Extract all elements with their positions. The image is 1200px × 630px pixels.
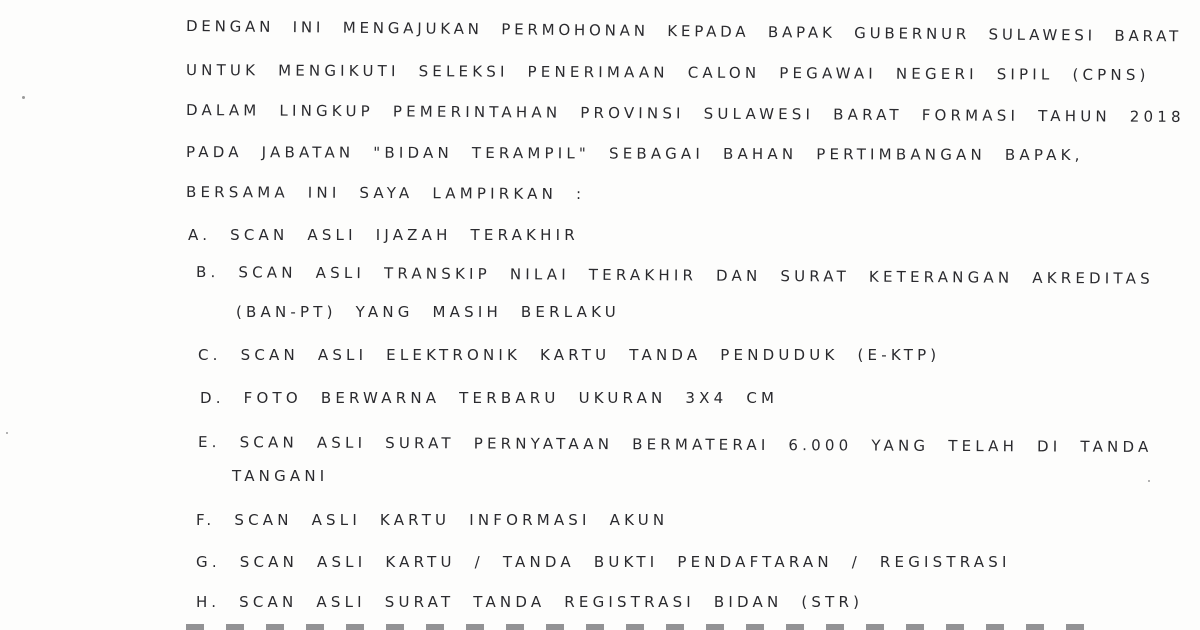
list-item-g: G. SCAN ASLI KARTU / TANDA BUKTI PENDAFTARAN / REGISTRASI xyxy=(196,553,1011,571)
paper-speck xyxy=(1148,480,1150,482)
list-item-h: H. SCAN ASLI SURAT TANDA REGISTRASI BIDAN (STR) xyxy=(196,593,864,611)
list-item-b: B. SCAN ASLI TRANSKIP NILAI TERAKHIR DAN SURAT KETERANGAN AKREDITAS xyxy=(195,263,1154,288)
list-item-f: F. SCAN ASLI KARTU INFORMASI AKUN xyxy=(196,511,669,529)
paragraph-line-1: DENGAN INI MENGAJUKAN PERMOHONAN KEPADA BAPAK GUBERNUR SULAWESI BARAT xyxy=(185,17,1183,46)
paragraph-line-2: UNTUK MENGIKUTI SELEKSI PENERIMAAN CALON PEGAWAI NEGERI SIPIL (CPNS) xyxy=(185,61,1150,85)
list-item-b-continued: (BAN-PT) YANG MASIH BERLAKU xyxy=(236,303,620,321)
paragraph-line-3: DALAM LINGKUP PEMERINTAHAN PROVINSI SULAWESI BARAT FORMASI TAHUN 2018 xyxy=(185,101,1185,126)
list-item-c: C. SCAN ASLI ELEKTRONIK KARTU TANDA PENDUDUK (E-KTP) xyxy=(198,346,941,364)
paragraph-line-5: BERSAMA INI SAYA LAMPIRKAN : xyxy=(185,183,586,204)
list-item-e: E. SCAN ASLI SURAT PERNYATAAN BERMATERAI 6.000 YANG TELAH DI TANDA xyxy=(197,433,1153,456)
paper-speck xyxy=(22,96,25,99)
list-item-a: A. SCAN ASLI IJAZAH TERAKHIR xyxy=(188,226,579,244)
paragraph-line-4: PADA JABATAN "BIDAN TERAMPIL" SEBAGAI BAHAN PERTIMBANGAN BAPAK, xyxy=(185,143,1084,165)
cut-off-next-line xyxy=(186,624,1086,630)
list-item-e-continued: TANGANI xyxy=(232,467,329,485)
paper-speck xyxy=(6,432,8,434)
list-item-d: D. FOTO BERWARNA TERBARU UKURAN 3X4 CM xyxy=(200,389,779,407)
